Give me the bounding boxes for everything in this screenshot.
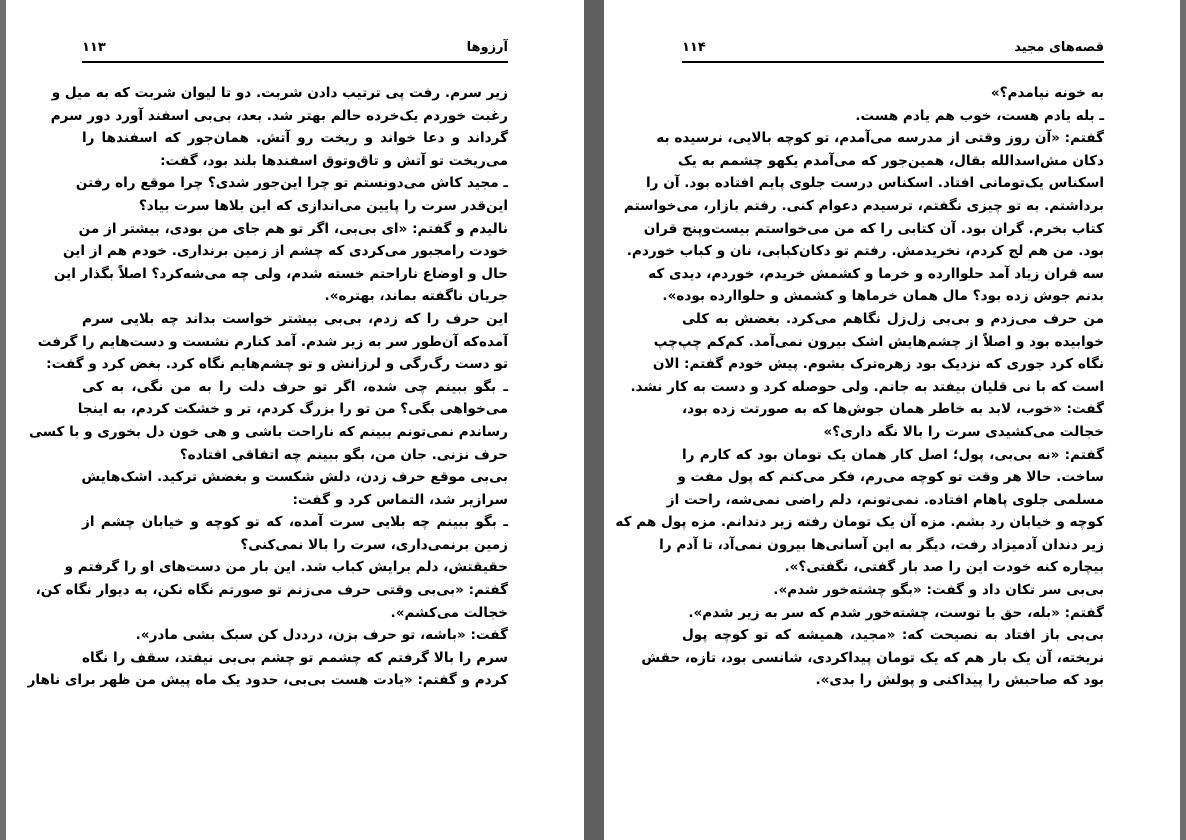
text-line: گفتم: «آن روز وقتی از مدرسه می‌آمدم، تو کوچه بالایی، نرسیده به bbox=[656, 130, 1104, 147]
text-line: گرداند و دعا خواند و ریخت رو آتش. همان‌جور که اسفندها را bbox=[82, 130, 508, 147]
text-line: بود که صاحبش را پیداکنی و پولش را بدی». bbox=[815, 672, 1104, 689]
text-line: بدنم جوش زده بود؟ مال همان خرماها و کشمش و حلواارده بوده». bbox=[662, 288, 1104, 305]
page-header bbox=[82, 40, 508, 60]
text-line: مسلمی جلوی پاهام افتاده. نمی‌تونم، دلم راضی نمی‌شه، راحت از bbox=[666, 491, 1104, 508]
text-line: دکان مش‌اسدالله بقال، همین‌جور که می‌آمدم یکهو چشمم به یک bbox=[677, 152, 1104, 169]
scan-edge-right bbox=[1180, 0, 1186, 840]
text-line: برداشتم. به تو چیزی نگفتم، ترسیدم دعوام کنی. رفتم بازار، می‌خواستم bbox=[623, 197, 1104, 214]
text-line: می‌ریخت تو آتش و تاق‌وتوق اسفندها بلند بود، گفت: bbox=[160, 152, 508, 169]
text-line: حرف نزنی. جان من، بگو ببینم چه اتفاقی افتاده؟ bbox=[179, 446, 508, 463]
text-line: سه قران زیاد آمد حلواارده و خرما و کشمش خریدم، خوردم، دیدی که bbox=[648, 265, 1104, 282]
text-line: کتاب بخرم. گران بود. آن کتابی را که من می‌خواستم بیست‌وپنج قران bbox=[643, 220, 1104, 237]
text-line: خوابیده بود و اصلاً از چشم‌هایش اشک بیرون نمی‌آمد. کم‌کم چپ‌چپ bbox=[653, 333, 1104, 350]
running-title: قصه‌های مجید bbox=[1014, 40, 1104, 55]
text-line: ـ بگو ببینم چی شده، اگر تو حرف دلت را به من نگی، به کی bbox=[82, 378, 508, 395]
page-header bbox=[682, 40, 1104, 60]
text-line: نگاه کرد جوری که نزدیک بود زهره‌ترک بشوم. پیش خودم گفتم: الان bbox=[652, 356, 1104, 373]
text-line: گفتم: «بی‌بی وقتی حرف می‌زنم تو صورتم نگاه نکن، به دیوار نگاه کن، bbox=[35, 582, 508, 599]
page-113 bbox=[6, 0, 584, 840]
text-line: سرازیر شد، التماس کرد و گفت: bbox=[292, 491, 508, 508]
text-line: اسکناس یک‌تومانی افتاد. اسکناس درست جلوی پایم افتاده بود. آن را bbox=[646, 175, 1104, 192]
page-114 bbox=[604, 0, 1180, 840]
page-number: ۱۱۴ bbox=[682, 40, 706, 55]
text-line: رساندم نمی‌تونم ببینم که ناراحت باشی و هی خون دل بخوری و با کسی bbox=[28, 423, 508, 440]
page-body-text bbox=[615, 82, 1104, 692]
text-line: بی‌بی موقع حرف زدن، دلش شکست و بغضش ترکید. اشک‌هایش bbox=[81, 469, 508, 486]
text-line: نریخته، آن یک بار هم که یک تومان پیداکردی، شانسی بود، تازه، حقش bbox=[641, 649, 1104, 666]
text-line: ساخت. حالا هر وقت تو کوچه می‌رم، فکر می‌کنم که پول مفت و bbox=[677, 469, 1104, 486]
text-line: گفت: «باشه، تو حرف بزن، درددل کن سبک بشی مادر». bbox=[135, 627, 508, 644]
text-line: کردم و گفتم: «یادت هست بی‌بی، حدود یک ماه پیش من ظهر برای ناهار bbox=[27, 672, 508, 689]
text-line: خودت رامجبور می‌کردی که چشم از زمین برنداری. خودم هم از این bbox=[63, 243, 508, 260]
book-gutter bbox=[584, 0, 604, 840]
text-line: بیچاره کنه خودت این را صد بار گفتی، نگفتی؟». bbox=[784, 559, 1104, 576]
text-line: گفتم: «بله، حق با توست، چشته‌خور شدم که سر به زیر شدم». bbox=[688, 604, 1104, 621]
text-line: ـ بگو ببینم چه بلایی سرت آمده، که تو کوچه و خیابان چشم از bbox=[82, 514, 508, 531]
text-line: بود. من هم لج کردم، نخریدمش. رفتم تو دکان‌کبابی، نان و کباب خوردم. bbox=[626, 243, 1104, 260]
text-line: به خونه نیامدم؟» bbox=[990, 85, 1104, 101]
text-line: سرم را بالا گرفتم که چشمم تو چشم بی‌بی نیفتد، سقف را نگاه bbox=[82, 649, 508, 666]
text-line: ـ بله یادم هست، خوب هم یادم هست. bbox=[855, 107, 1104, 124]
text-line: زمین برنمی‌داری، سرت را بالا نمی‌کنی؟ bbox=[240, 536, 508, 553]
text-line: است که با نی قلیان بیفتد به جانم. ولی حوصله کرد و دست به کار نشد. bbox=[630, 378, 1104, 395]
text-line: کوچه و خیابان رد بشم. مزه آن یک تومان رفته زیر دندانم. مزه پول هم که bbox=[615, 514, 1104, 531]
text-line: زیر دندان آدمیزاد رفت، دیگر به این آسانی‌ها بیرون نمی‌آد، تا آدم را bbox=[659, 536, 1104, 553]
text-line: زیر سرم. رفت پی ترتیب دادن شربت. دو تا لیوان شربت که به میل و bbox=[51, 85, 508, 101]
text-line: بی‌بی سر تکان داد و گفت: «بگو چشته‌خور شدم». bbox=[773, 582, 1104, 599]
text-line: این حرف را که زدم، بی‌بی بیشتر خواست بداند چه بلایی سرم bbox=[82, 310, 508, 327]
text-line: بی‌بی باز افتاد به نصیحت که: «مجید، همیشه که تو کوچه پول bbox=[682, 627, 1104, 644]
text-line: می‌خواهی بگی؟ من تو را بزرگ کردم، تر و خشکت کردم، به اینجا bbox=[77, 401, 508, 418]
text-line: رغبت خوردم یک‌خرده حالم بهتر شد. بعد، بی‌بی اسفند آورد دور سرم bbox=[50, 107, 508, 124]
text-line: آمده‌که آن‌طور سر به زیر شدم. آمد کنارم نشست و دست‌هایم را گرفت bbox=[37, 333, 508, 350]
page-body-text bbox=[27, 82, 508, 692]
text-line: حال و اوضاع ناراحتم خسته شدم، ولی چه می‌شه‌کرد؟ اصلاً بگذار این bbox=[53, 265, 508, 282]
text-line: جریان ناگفته بماند، بهتره». bbox=[324, 288, 508, 305]
text-line: خجالت می‌کشم». bbox=[390, 604, 508, 621]
text-line: نالیدم و گفتم: «ای بی‌بی، اگر تو هم جای من بودی، بیشتر از من bbox=[78, 220, 508, 237]
text-line: من حرف می‌زدم و بی‌بی زل‌زل نگاهم می‌کرد. بغضش به کلی bbox=[682, 310, 1104, 327]
text-line: تو دست رگ‌رگی و لرزانش و تو چشم‌هایم نگاه کرد. بغض کرد و گفت: bbox=[46, 356, 508, 373]
running-title: آرزوها bbox=[466, 40, 508, 55]
text-line: گفت: «خوب، لابد به خاطر همان جوش‌ها که به صورتت زده بود، bbox=[681, 401, 1104, 418]
text-line: ـ مجید کاش می‌دونستم تو چرا این‌جور شدی؟ چرا موقع راه رفتن bbox=[75, 175, 508, 192]
text-line: این‌قدر سرت را پایین می‌اندازی که این بلاها سرت بیاد؟ bbox=[138, 197, 508, 214]
text-line: گفتم: «نه بی‌بی، پول؛ اصل کار همان یک تومان بود که کارم را bbox=[682, 446, 1104, 463]
text-line: خجالت می‌کشیدی سرت را بالا نگه داری؟» bbox=[823, 423, 1104, 440]
header-rule bbox=[682, 61, 1104, 63]
text-line: حقیقتش، دلم برایش کباب شد. این بار من دست‌های او را گرفتم و bbox=[64, 559, 508, 576]
header-rule bbox=[82, 61, 508, 63]
page-number: ۱۱۳ bbox=[82, 40, 106, 55]
